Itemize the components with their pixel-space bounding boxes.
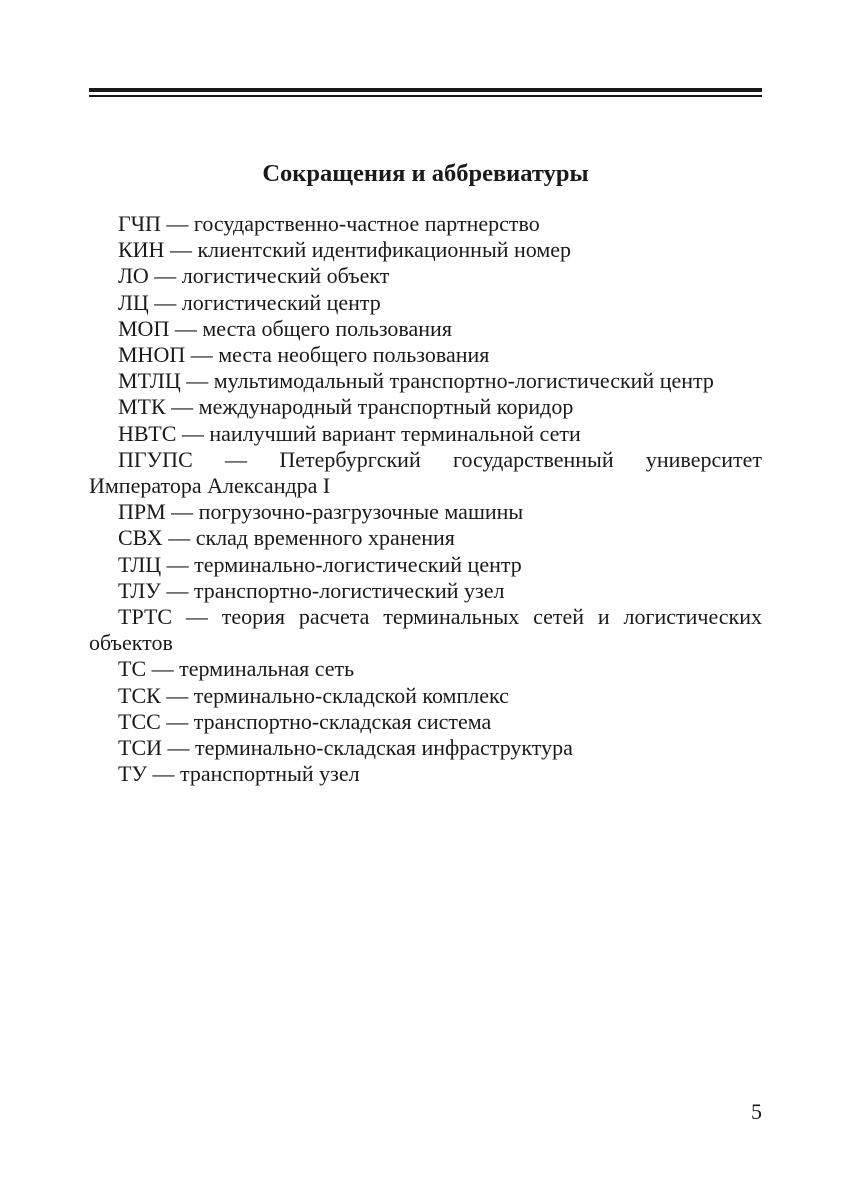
- abbreviation-entry: ЛЦ — логистический центр: [118, 289, 381, 315]
- abbreviation-entry: ТСК — терминально-складской комплекс: [118, 682, 509, 708]
- abbreviation-entry: ТУ — транспортный узел: [118, 761, 360, 787]
- abbreviation-entry: КИН — клиентский идентификационный номер: [118, 237, 572, 263]
- abbreviation-entry: МТК — международный транспортный коридор: [118, 394, 574, 420]
- abbreviation-entry: ЛО — логистический объект: [118, 263, 390, 289]
- abbreviation-list: [89, 211, 762, 787]
- abbreviation-entry: МНОП — места необщего пользования: [118, 342, 490, 368]
- abbreviation-entry: ПРМ — погрузочно-разгрузочные машины: [118, 499, 524, 525]
- page-title: Сокращения и аббревиатуры: [262, 160, 589, 187]
- abbreviation-entry: ТСС — транспортно-складская система: [118, 708, 492, 734]
- abbreviation-entry: ГЧП — государственно-частное партнерство: [118, 211, 540, 236]
- page-number: 5: [751, 1099, 762, 1124]
- abbreviation-entry: НВТС — наилучший вариант терминальной сети: [118, 420, 581, 446]
- abbreviation-entry: ПГУПС — Петербургский государственный университет Императора Александра I: [89, 446, 762, 499]
- abbreviation-entry: ТЛУ — транспортно-логистический узел: [118, 577, 505, 603]
- abbreviation-entry: ТРТС — теория расчета терминальных сетей и логистических объектов: [89, 604, 762, 656]
- header-rule-thin: [89, 95, 762, 97]
- abbreviation-entry: ТСИ — терминально-складская инфраструктура: [118, 735, 573, 761]
- abbreviation-entry: ТС — терминальная сеть: [118, 656, 355, 682]
- abbreviation-entry: СВХ — склад временного хранения: [118, 525, 455, 551]
- abbreviation-entry: МТЛЦ — мультимодальный транспортно-логистический центр: [118, 368, 714, 394]
- header-rule-thick: [89, 88, 762, 92]
- abbreviation-entry: МОП — места общего пользования: [118, 315, 452, 341]
- abbreviation-entry: ТЛЦ — терминально-логистический центр: [118, 551, 522, 577]
